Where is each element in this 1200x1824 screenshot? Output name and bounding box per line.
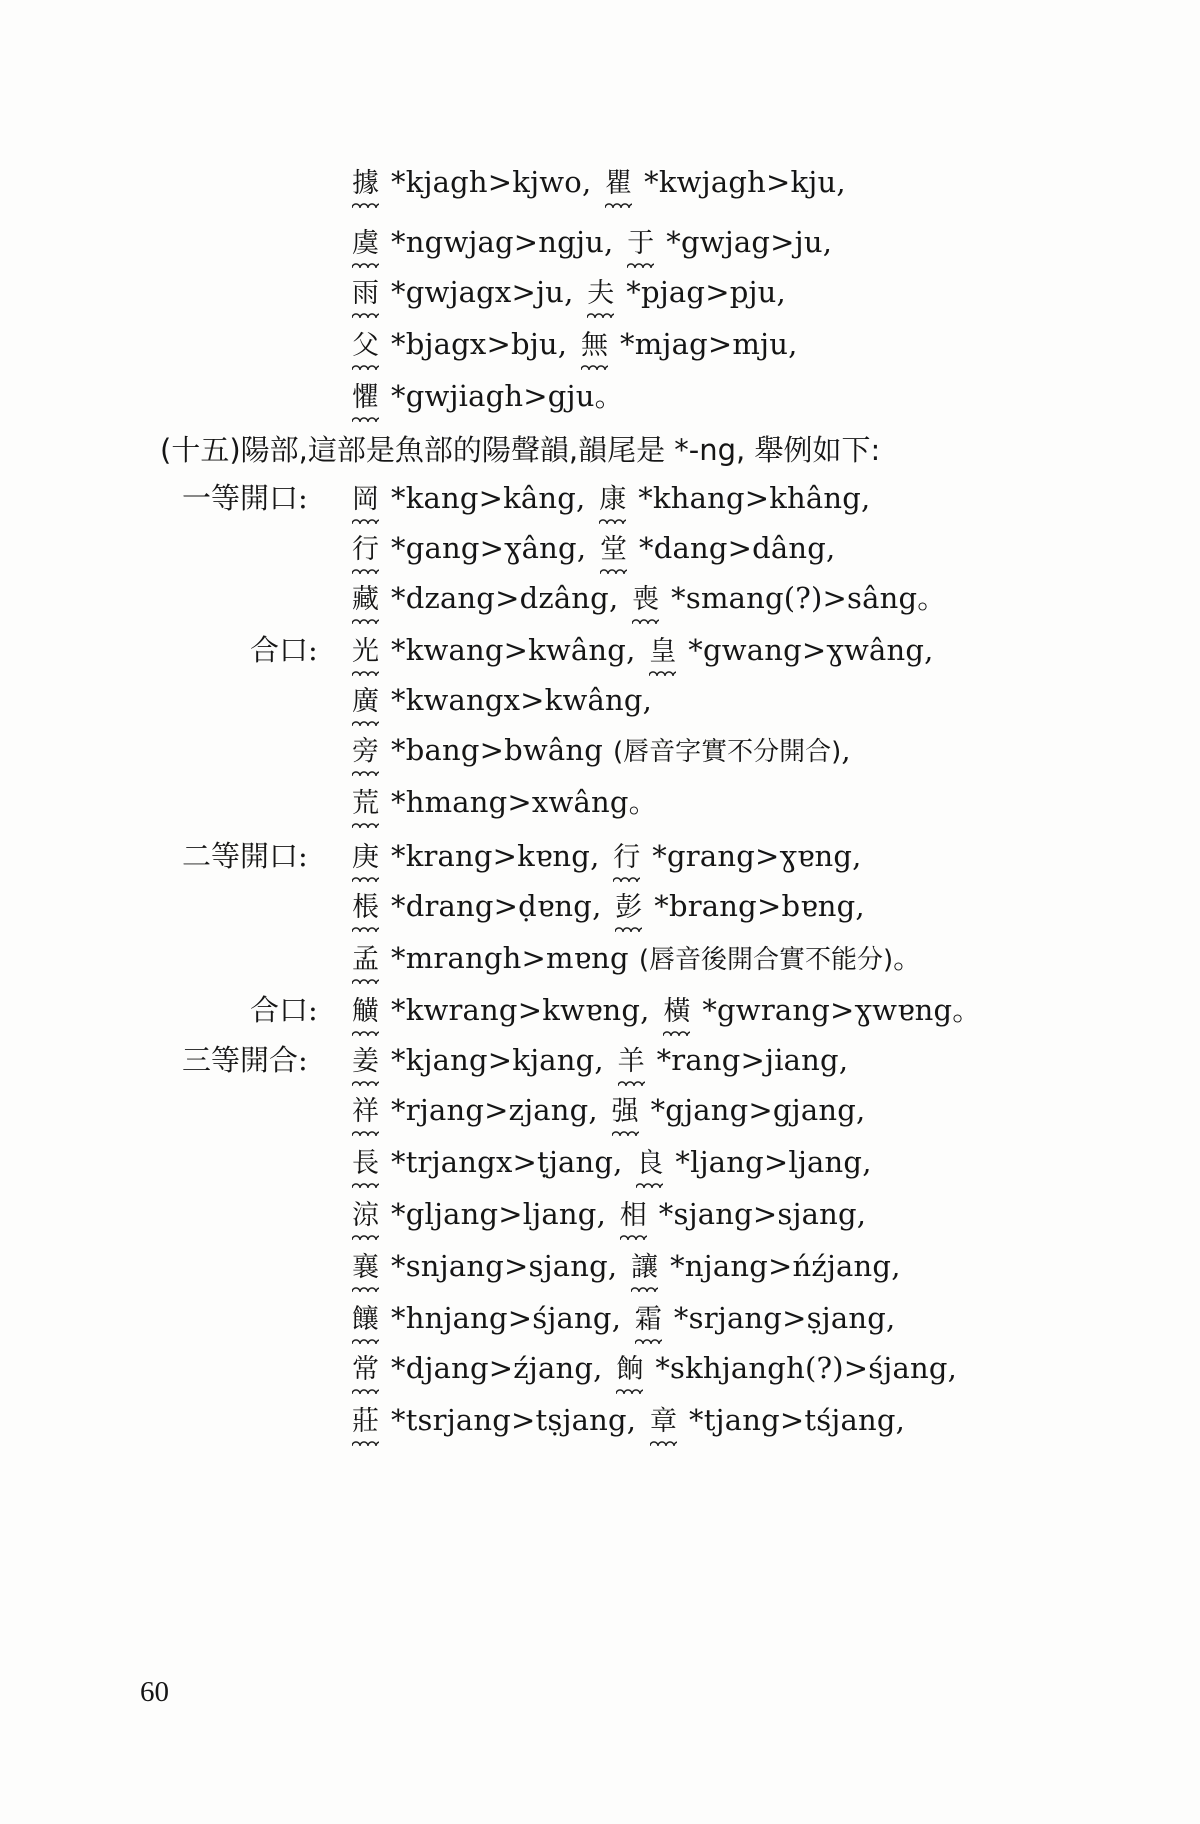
separator: 。 [893, 941, 923, 975]
reconstruction: *kjagh>kjwo [391, 165, 582, 199]
reconstruction: *drang>ḍɐng [391, 889, 593, 923]
entry-line [182, 568, 1140, 628]
reconstruction: *snjang>sjang [391, 1249, 608, 1283]
reconstruction: *hmang>xwâng [391, 785, 629, 819]
separator: , [590, 839, 600, 873]
character: 常 [352, 1340, 379, 1400]
reconstruction: *kwjagh>kju [644, 165, 837, 199]
reconstruction: *ljang>ljang [675, 1145, 863, 1179]
separator: , [640, 993, 650, 1027]
annotation-note: (唇音後開合實不能分) [638, 945, 894, 975]
separator: , [891, 1249, 901, 1283]
separator: , [594, 1043, 604, 1077]
reconstruction: *gwjagx>ju [391, 275, 565, 309]
separator: , [855, 889, 865, 923]
character: 藏 [352, 570, 379, 630]
separator: 。 [594, 379, 624, 413]
reconstruction: *kwrang>kwɐng [391, 993, 641, 1027]
character: 據 [352, 154, 379, 214]
separator: , [581, 165, 592, 199]
separator: , [855, 1093, 866, 1127]
character: 虞 [352, 214, 379, 274]
character: 荒 [352, 774, 379, 834]
entry-line [182, 928, 1140, 988]
reconstruction: *hnjang>śjang [391, 1301, 612, 1335]
separator: , [895, 1403, 905, 1437]
character: 康 [599, 470, 626, 530]
separator: , [576, 481, 586, 515]
reconstruction: *gwang>ɣwâng [688, 633, 925, 667]
reconstruction: *kwangx>kwâng [391, 683, 643, 717]
character: 羊 [618, 1032, 645, 1092]
reconstruction: *gwjiagh>gju [391, 379, 595, 413]
entry-line [182, 1236, 1140, 1296]
separator: , [885, 1301, 896, 1335]
entry-line [182, 262, 1140, 322]
character: 章 [650, 1392, 677, 1452]
separator: , [642, 683, 652, 717]
reconstruction: *grang>ɣɐng [652, 839, 853, 873]
reconstruction: *djang>źjang [391, 1351, 594, 1385]
entry-items [352, 366, 638, 428]
reconstruction: *bang>bwâng [391, 733, 604, 767]
character: 光 [352, 622, 379, 682]
separator: , [626, 1403, 636, 1437]
entry-line [182, 314, 1140, 374]
character: 祥 [352, 1082, 379, 1142]
reconstruction: *brang>bɐng [654, 889, 856, 923]
separator: , [838, 1043, 849, 1077]
reconstruction: *bjagx>bju [391, 327, 558, 361]
separator: , [564, 275, 574, 309]
separator: , [593, 1351, 603, 1385]
entry-items [352, 152, 860, 214]
reconstruction: *dzang>dzâng [391, 581, 609, 615]
entry-items [352, 1390, 919, 1452]
character: 襄 [352, 1238, 379, 1298]
page-number: 60 [140, 1676, 169, 1708]
separator: 。 [917, 581, 947, 615]
entry-line [182, 152, 1140, 212]
entry-line [182, 720, 1140, 780]
reconstruction: *rjang>zjang [391, 1093, 589, 1127]
reconstruction: *mjag>mju [620, 327, 789, 361]
reconstruction: *sjang>sjang [658, 1197, 857, 1231]
separator: , [788, 327, 798, 361]
reconstruction: *gljang>ljang [391, 1197, 597, 1231]
reconstruction: *ngwjag>ngju [391, 225, 605, 259]
character: 懼 [352, 368, 379, 428]
character: 彭 [615, 878, 642, 938]
character: 餉 [616, 1340, 643, 1400]
reconstruction: *tsrjang>tṣjang [391, 1403, 627, 1437]
character: 霜 [635, 1290, 662, 1350]
character: 饟 [352, 1290, 379, 1350]
character: 橫 [663, 982, 690, 1042]
category-label: 一等開口: [182, 481, 308, 515]
separator: , [613, 1145, 623, 1179]
entry-line [182, 1338, 1140, 1398]
entry-line [182, 876, 1140, 936]
entry-line [182, 366, 1140, 426]
separator: , [604, 225, 614, 259]
entry-line [182, 1132, 1140, 1192]
reconstruction: *pjag>pju [626, 275, 777, 309]
category-label: 二等開口: [182, 839, 308, 873]
category-label: 合口: [250, 633, 318, 667]
separator: , [588, 1093, 598, 1127]
separator: , [607, 1249, 618, 1283]
character: 行 [613, 828, 640, 888]
character: 讓 [631, 1238, 658, 1298]
section-heading: (十五)陽部,這部是魚部的陽聲韻,韻尾是 *-ng, 舉例如下: [160, 433, 881, 467]
reconstruction: *gjang>gjang [650, 1093, 856, 1127]
separator: , [841, 733, 851, 767]
character: 無 [581, 316, 608, 376]
reconstruction: *khang>khâng [638, 481, 861, 515]
character: 觵 [352, 982, 379, 1042]
character: 堂 [600, 520, 627, 580]
character: 姜 [352, 1032, 379, 1092]
reconstruction: *tjang>tśjang [689, 1403, 896, 1437]
separator: , [822, 225, 832, 259]
character: 夫 [587, 264, 614, 324]
reconstruction: *gwrang>ɣwɐng [702, 993, 953, 1027]
character: 强 [612, 1082, 639, 1142]
separator: , [836, 165, 846, 199]
character: 行 [352, 520, 379, 580]
category-label: 合口: [250, 993, 318, 1027]
separator: , [776, 275, 786, 309]
character: 瞿 [605, 154, 632, 214]
separator: 。 [628, 785, 658, 819]
character: 棖 [352, 878, 379, 938]
reconstruction: *gang>ɣâng [391, 531, 577, 565]
reconstruction: *kang>kâng [391, 481, 577, 515]
reconstruction: *trjangx>ṭjang [391, 1145, 614, 1179]
reconstruction: *mrangh>mɐng [391, 941, 629, 975]
entry-line [182, 1390, 1140, 1450]
annotation-note: (唇音字實不分開合) [613, 737, 842, 767]
character: 涼 [352, 1186, 379, 1246]
character: 旁 [352, 722, 379, 782]
separator: 。 [952, 993, 982, 1027]
separator: , [924, 633, 934, 667]
character: 孟 [352, 930, 379, 990]
reconstruction: *kjang>kjang [391, 1043, 595, 1077]
category-label: 三等開合: [182, 1043, 308, 1077]
separator: , [852, 839, 862, 873]
character: 長 [352, 1134, 379, 1194]
character: 岡 [352, 470, 379, 530]
reconstruction: *srjang>ṣjang [673, 1301, 886, 1335]
character: 莊 [352, 1392, 379, 1452]
reconstruction: *rang>jiang [656, 1043, 839, 1077]
separator: , [611, 1301, 621, 1335]
separator: , [626, 633, 636, 667]
separator: , [596, 1197, 606, 1231]
separator: , [861, 481, 871, 515]
character: 相 [620, 1186, 647, 1246]
reconstruction: *dang>dâng [639, 531, 827, 565]
separator: , [826, 531, 836, 565]
entry-line [182, 1184, 1140, 1244]
separator: , [947, 1351, 957, 1385]
character: 雨 [352, 264, 379, 324]
reconstruction: *kwang>kwâng [391, 633, 627, 667]
separator: , [862, 1145, 872, 1179]
separator: , [608, 581, 619, 615]
reconstruction: *gwjag>ju [666, 225, 823, 259]
reconstruction: *njang>ńźjang [670, 1249, 892, 1283]
character: 庚 [352, 828, 379, 888]
separator: , [856, 1197, 867, 1231]
character: 喪 [632, 570, 659, 630]
entry-line [182, 1080, 1140, 1140]
character: 廣 [352, 672, 379, 732]
separator: , [576, 531, 587, 565]
reconstruction: *skhjangh(?)>śjang [655, 1351, 948, 1385]
separator: , [557, 327, 568, 361]
separator: , [592, 889, 602, 923]
reconstruction: *smang(?)>sâng [671, 581, 918, 615]
character: 良 [636, 1134, 663, 1194]
character: 父 [352, 316, 379, 376]
reconstruction: *krang>kɐng [391, 839, 591, 873]
entry-line [182, 772, 1140, 832]
character: 于 [627, 214, 654, 274]
entry-items [352, 772, 672, 834]
character: 皇 [649, 622, 676, 682]
